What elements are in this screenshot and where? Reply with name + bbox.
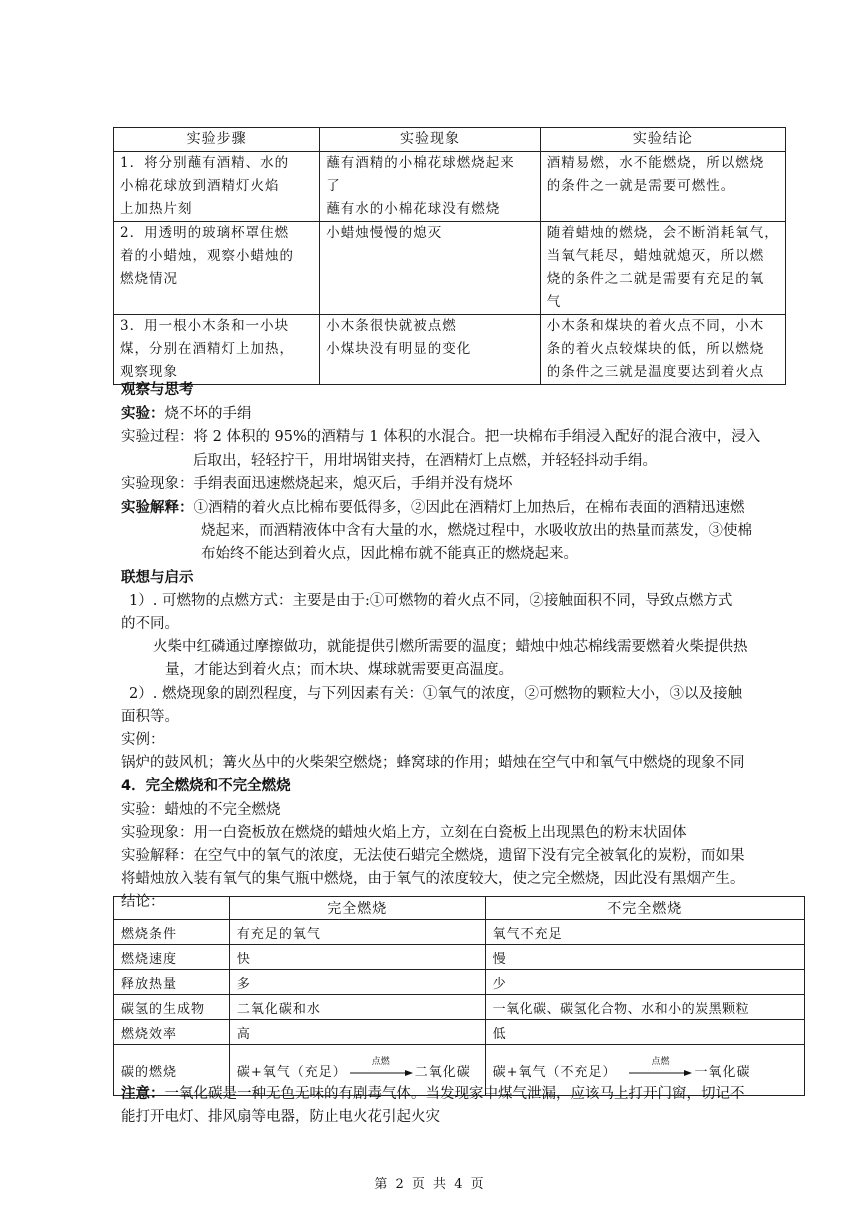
- paragraph: 实例：: [121, 732, 165, 749]
- conclusion-cell: [540, 222, 785, 315]
- equation-product: 二氧化碳: [414, 1064, 471, 1080]
- paragraph: 实验现象：手绢表面迅速燃烧起来，熄灭后，手绢并没有烧坏: [121, 475, 513, 492]
- cell-line: 燃烧情况: [120, 271, 178, 287]
- cell-line: 蘸有酒精的小棉花球燃烧起来: [326, 155, 515, 171]
- reaction-arrow-icon: [349, 1057, 413, 1079]
- experiment-table: [113, 127, 786, 385]
- cell-line: 1．将分别蘸有酒精、水的: [120, 155, 290, 171]
- table-header-row: [114, 897, 805, 920]
- phenomenon-cell: [320, 315, 541, 385]
- paragraph: 面积等。: [121, 708, 179, 725]
- table-row: [114, 222, 786, 315]
- paragraph: 量，才能达到着火点；而木块、煤球就需要更高温度。: [165, 662, 513, 679]
- paragraph: 结论：: [121, 894, 165, 911]
- table-row: [114, 1020, 805, 1045]
- table-row: [114, 920, 805, 945]
- cell-line: 2．用透明的玻璃杯罩住燃: [120, 225, 290, 241]
- table-cell: 一氧化碳、碳氢化合物、水和小的炭黑颗粒: [485, 995, 804, 1020]
- section-heading: 4．完全燃烧和不完全燃烧: [121, 778, 291, 795]
- text: 一氧化碳是一种无色无味的有剧毒气体。当发现家中煤气泄漏，应该马上打开门窗，切记不: [164, 1086, 745, 1102]
- cell-line: 小棉花球放到酒精灯火焰: [120, 178, 280, 194]
- row-label: 燃烧效率: [114, 1020, 230, 1045]
- table-cell: 氧气不充足: [485, 920, 804, 945]
- row-label: 燃烧速度: [114, 945, 230, 970]
- paragraph: 实验解释：在空气中的氧气的浓度，无法使石蜡完全燃烧，遗留下没有完全被氧化的炭粉，而如果: [121, 848, 745, 865]
- combustion-comparison-table: [113, 896, 805, 1096]
- paragraph: 实验现象：用一白瓷板放在燃烧的蜡烛火焰上方，立刻在白瓷板上出现黑色的粉末状固体: [121, 824, 687, 841]
- row-label: 燃烧条件: [114, 920, 230, 945]
- table-cell: 二氧化碳和水: [229, 995, 485, 1020]
- cell-line: 条的着火点较煤块的低，所以燃烧: [546, 341, 765, 357]
- equation-reactants: 碳+氧气（不充足）: [492, 1064, 617, 1080]
- row-label: 释放热量: [114, 970, 230, 995]
- section-heading: 联想与启示: [121, 569, 194, 586]
- cell-line: 当氧气耗尽，蜡烛就熄灭，所以燃: [546, 248, 765, 264]
- header-incomplete: 不完全燃烧: [485, 897, 804, 920]
- table-cell: 慢: [485, 945, 804, 970]
- paragraph: [121, 1082, 786, 1106]
- text: ①酒精的着火点比棉布要低得多，②因此在酒精灯上加热后，在棉布表面的酒精迅速燃: [193, 500, 745, 517]
- cell-line: 煤，分别在酒精灯上加热，: [120, 341, 294, 357]
- phenomenon-cell: [320, 222, 541, 315]
- header-phenomenon: 实验现象: [320, 128, 541, 152]
- cell-line: 蘸有水的小棉花球没有燃烧: [326, 201, 501, 217]
- equation-reactants: 碳+氧气（充足）: [236, 1064, 347, 1080]
- table-header-row: [114, 128, 786, 152]
- cell-line: 小蜡烛慢慢的熄灭: [326, 225, 443, 241]
- section-heading: 观察与思考: [121, 382, 194, 398]
- header-complete: 完全燃烧: [229, 897, 485, 920]
- equation-product: 一氧化碳: [694, 1064, 751, 1080]
- paragraph: 布始终不能达到着火点，因此棉布就不能真正的燃烧起来。: [201, 546, 578, 563]
- table-row: [114, 152, 786, 222]
- paragraph: 锅炉的鼓风机；篝火丛中的火柴架空燃烧；蜂窝球的作用；蜡烛在空气中和氧气中燃烧的现象不同: [121, 755, 745, 772]
- conclusion-cell: [540, 152, 785, 222]
- page-footer: 第 2 页 共 4 页: [374, 1177, 486, 1192]
- cell-line: 气: [546, 294, 562, 310]
- arrow-label: 点燃: [651, 1057, 670, 1067]
- table-cell: 少: [485, 970, 804, 995]
- table-row: [114, 315, 786, 385]
- table-cell: 有充足的氧气: [229, 920, 485, 945]
- paragraph: 实验过程：将 2 体积的 95%的酒精与 1 体积的水混合。把一块棉布手绢浸入配好的混合液中，浸入: [121, 429, 761, 446]
- cell-line: 随着蜡烛的燃烧，会不断消耗氧气，: [546, 225, 779, 241]
- step-cell: [114, 222, 320, 315]
- paragraph: 1）. 可燃物的点燃方式：主要是由于:①可燃物的着火点不同，②接触面积不同，导致点燃方式: [129, 592, 733, 609]
- header-step: 实验步骤: [114, 128, 320, 152]
- table-cell: 高: [229, 1020, 485, 1045]
- paragraph: 实验：蜡烛的不完全燃烧: [121, 801, 281, 818]
- paragraph: 后取出，轻轻拧干，用坩埚钳夹持，在酒精灯上点燃，并轻轻抖动手绢。: [193, 452, 657, 469]
- cell-line: 上加热片刻: [120, 201, 193, 217]
- cell-line: 的条件之三就是温度要达到着火点: [546, 364, 765, 380]
- cell-line: 小木条很快就被点燃: [326, 318, 457, 334]
- phenomenon-cell: [320, 152, 541, 222]
- reaction-arrow-icon: [628, 1057, 692, 1079]
- paragraph: [121, 402, 786, 426]
- cell-line: 观察现象: [120, 364, 178, 380]
- cell-line: 小木条和煤块的着火点不同，小木: [546, 318, 765, 334]
- table-row: [114, 945, 805, 970]
- paragraph: 烧起来，而酒精液体中含有大量的水，燃烧过程中，水吸收放出的热量而蒸发，③使棉: [201, 523, 752, 540]
- cell-line: 3．用一根小木条和一小块: [120, 318, 290, 334]
- step-cell: [114, 315, 320, 385]
- table-row: [114, 970, 805, 995]
- conclusion-cell: [540, 315, 785, 385]
- table-cell: 低: [485, 1020, 804, 1045]
- paragraph: 火柴中红磷通过摩擦做功，就能提供引燃所需要的温度；蜡烛中烛芯棉线需要燃着火柴提供热: [153, 639, 748, 656]
- table-cell: 快: [229, 945, 485, 970]
- cell-line: 的条件之一就是需要可燃性。: [546, 178, 736, 194]
- cell-line: 酒精易燃，水不能燃烧，所以燃烧: [546, 155, 765, 171]
- safety-note: [121, 1082, 786, 1129]
- header-blank: [114, 897, 230, 920]
- row-label: 碳的燃烧: [114, 1045, 230, 1096]
- cell-line: 着的小蜡烛，观察小蜡烛的: [120, 248, 294, 264]
- cell-line: 烧的条件之二就是需要有充足的氧: [546, 271, 765, 287]
- header-conclusion: 实验结论: [540, 128, 785, 152]
- body-text: [121, 379, 786, 915]
- table-cell: 多: [229, 970, 485, 995]
- paragraph: 2）. 燃烧现象的剧烈程度，与下列因素有关：①氧气的浓度，②可燃物的颗粒大小，③以及接触: [129, 685, 742, 702]
- cell-line: 了: [326, 178, 341, 194]
- bold-label: 注意：: [121, 1085, 165, 1102]
- table-row: [114, 995, 805, 1020]
- paragraph: [121, 496, 786, 520]
- bold-label: 实验解释：: [121, 499, 194, 517]
- arrow-label: 点燃: [371, 1057, 390, 1067]
- text: 烧不坏的手绢: [164, 406, 252, 423]
- paragraph: 的不同。: [121, 616, 179, 633]
- cell-line: 小煤块没有明显的变化: [326, 341, 472, 357]
- paragraph: 将蜡烛放入装有氧气的集气瓶中燃烧，由于氧气的浓度较大，使之完全燃烧，因此没有黑烟产生。: [121, 871, 745, 888]
- bold-label: 实验：: [121, 405, 165, 423]
- row-label: 碳氢的生成物: [114, 995, 230, 1020]
- paragraph: 能打开电灯、排风扇等电器，防止电火花引起火灾: [121, 1109, 440, 1125]
- step-cell: [114, 152, 320, 222]
